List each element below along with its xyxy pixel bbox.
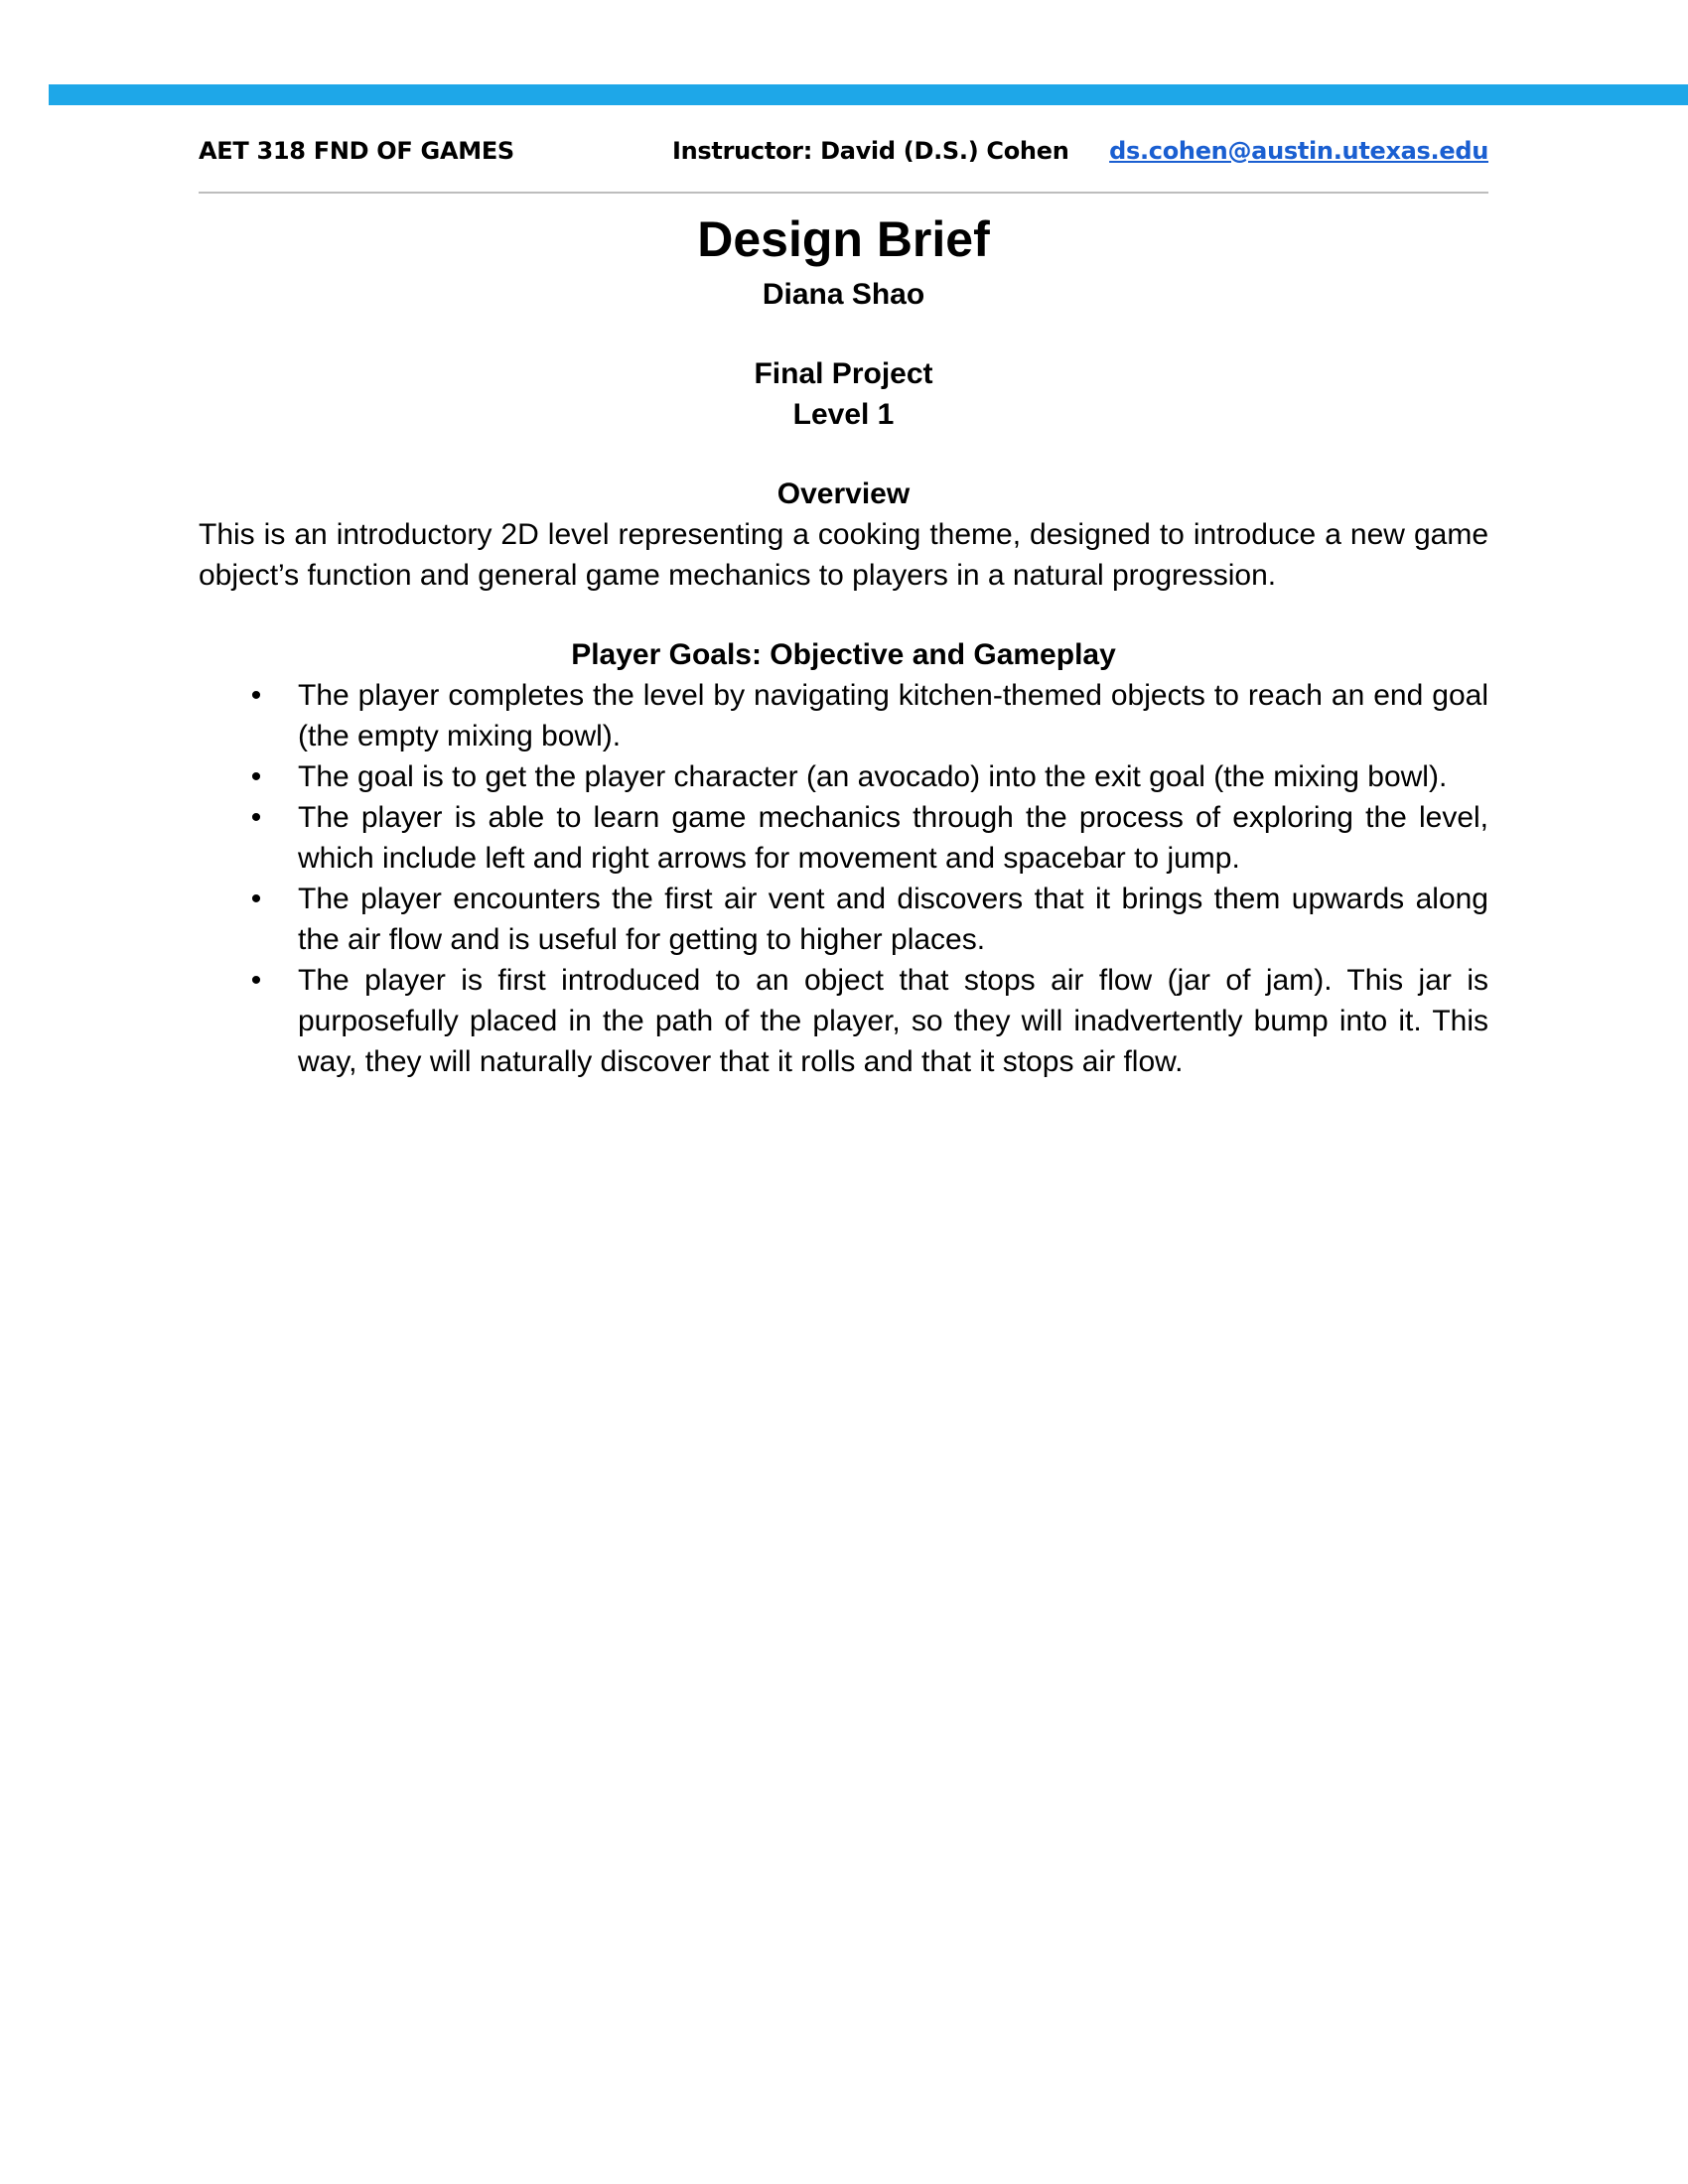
list-item-text: The goal is to get the player character (an avocado) into the exit goal (the mixing bowl). <box>298 760 1448 793</box>
list-item <box>199 797 1488 879</box>
project-name: Final Project <box>754 357 933 390</box>
bullet-icon: • <box>250 883 262 915</box>
course-name: AET 318 FND OF GAMES <box>199 137 514 165</box>
overview-heading: Overview <box>776 478 911 510</box>
list-item-text: The player is able to learn game mechanics through the process of exploring the level, which include left and right arrows for movement and spacebar to jump. <box>298 801 1488 875</box>
overview-paragraph: This is an introductory 2D level representing a cooking theme, designed to introduce a new game object’s function and general game mechanics to players in a natural progression. <box>199 518 1488 592</box>
bullet-icon: • <box>250 964 262 997</box>
list-item <box>199 675 1488 756</box>
document-body <box>199 203 1488 1082</box>
instructor-name: Instructor: David (D.S.) Cohen <box>672 137 1069 165</box>
list-item-text: The player completes the level by navigating kitchen-themed objects to reach an end goal (the empty mixing bowl). <box>298 679 1488 752</box>
player-goals-list <box>199 675 1488 1082</box>
bullet-icon: • <box>250 801 262 834</box>
list-item-text: The player is first introduced to an object that stops air flow (jar of jam). This jar is purposefully placed in the path of the player, so they will inadvertently bump into it. This way, they will naturally discover that it rolls and that it stops air flow. <box>298 964 1488 1078</box>
list-item <box>199 756 1488 797</box>
instructor-email-link[interactable]: ds.cohen@austin.utexas.edu <box>1109 137 1488 165</box>
bullet-icon: • <box>250 760 262 793</box>
list-item-text: The player encounters the first air vent and discovers that it brings them upwards along the air flow and is useful for getting to higher places. <box>298 883 1488 956</box>
header-accent-bar <box>49 84 1688 105</box>
page-header <box>199 131 1488 175</box>
bullet-icon: • <box>250 679 262 712</box>
list-item <box>199 960 1488 1082</box>
header-divider <box>199 192 1488 194</box>
document-title: Design Brief <box>697 211 990 267</box>
author-name: Diana Shao <box>762 278 925 311</box>
list-item <box>199 879 1488 960</box>
player-goals-heading: Player Goals: Objective and Gameplay <box>571 638 1116 671</box>
level-name: Level 1 <box>792 398 895 431</box>
